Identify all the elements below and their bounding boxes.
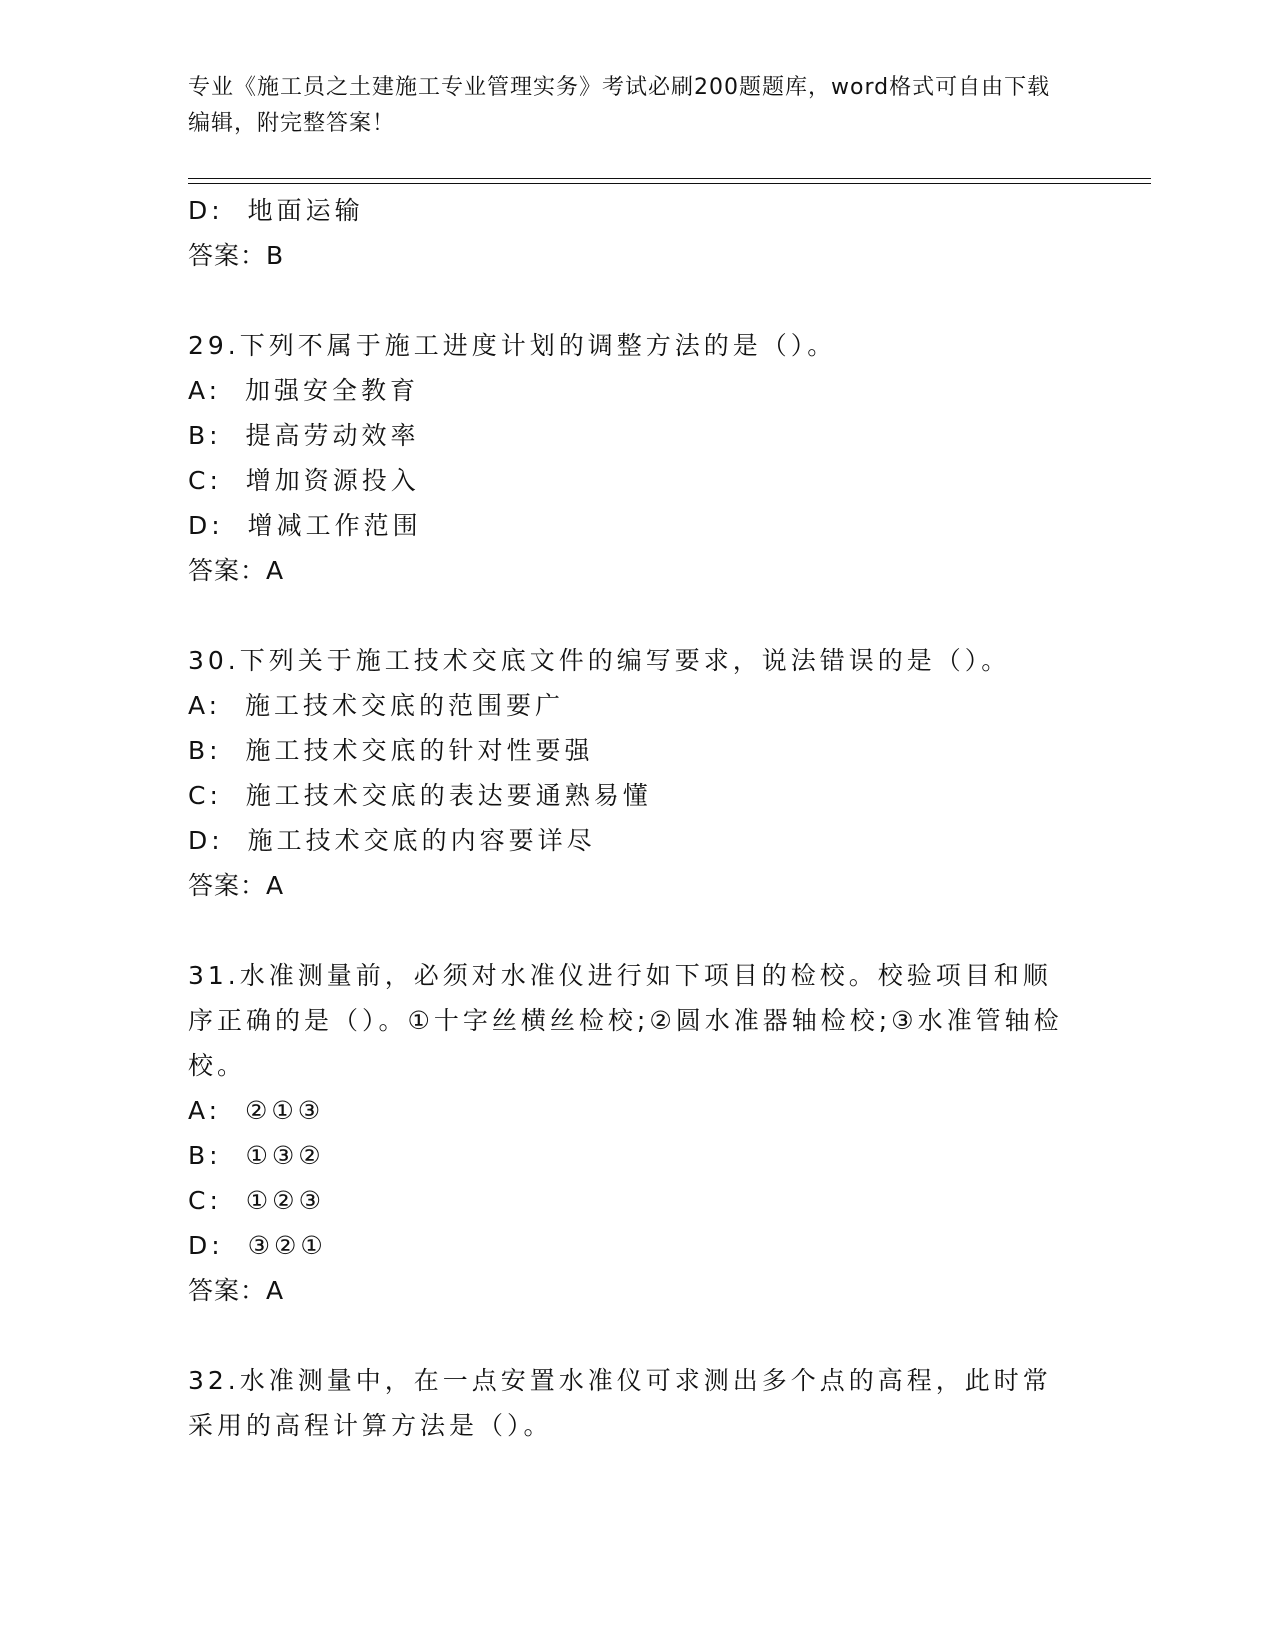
option-a: A: 施工技术交底的范围要广 xyxy=(188,691,564,720)
option-b: B: 提高劳动效率 xyxy=(188,421,420,450)
header-title: 专业《施工员之土建施工专业管理实务》考试必刷200题题库，word格式可自由下载编辑，附完整答案！ xyxy=(188,75,1051,136)
option-b: B: ①③② xyxy=(188,1141,325,1170)
header-divider-top xyxy=(188,178,1151,179)
option-c: C: 施工技术交底的表达要通熟易懂 xyxy=(188,781,652,810)
answer: 答案：A xyxy=(188,1276,285,1305)
spacer xyxy=(188,593,1088,638)
spacer xyxy=(188,278,1088,323)
option-b: B: 施工技术交底的针对性要强 xyxy=(188,736,594,765)
question-text: 32.水准测量中，在一点安置水准仪可求测出多个点的高程，此时常采用的高程计算方法是（）。 xyxy=(188,1366,1052,1440)
question-block xyxy=(188,1358,1088,1448)
option-a: A: 加强安全教育 xyxy=(188,376,419,405)
header-divider-bottom xyxy=(188,183,1151,184)
question-block xyxy=(188,323,1088,593)
question-text: 30.下列关于施工技术交底文件的编写要求，说法错误的是（）。 xyxy=(188,646,1011,675)
option-d: D: 增减工作范围 xyxy=(188,511,422,540)
option-d: D: ③②① xyxy=(188,1231,327,1260)
option-c: C: ①②③ xyxy=(188,1186,326,1215)
option-c: C: 增加资源投入 xyxy=(188,466,420,495)
question-text: 29.下列不属于施工进度计划的调整方法的是（）。 xyxy=(188,331,837,360)
question-block xyxy=(188,638,1088,908)
answer: 答案：A xyxy=(188,556,285,585)
spacer xyxy=(188,908,1088,953)
spacer xyxy=(188,1313,1088,1358)
document-body xyxy=(188,188,1088,1448)
answer: 答案：A xyxy=(188,871,285,900)
answer: 答案：B xyxy=(188,241,285,270)
option-d: D: 地面运输 xyxy=(188,196,364,225)
option-a: A: ②①③ xyxy=(188,1096,325,1125)
question-block xyxy=(188,953,1088,1313)
option-d: D: 施工技术交底的内容要详尽 xyxy=(188,826,596,855)
page-header xyxy=(188,70,1068,142)
question-text: 31.水准测量前，必须对水准仪进行如下项目的检校。校验项目和顺序正确的是（）。①十字丝横丝检校;②圆水准器轴检校;③水准管轴检校。 xyxy=(188,961,1063,1080)
